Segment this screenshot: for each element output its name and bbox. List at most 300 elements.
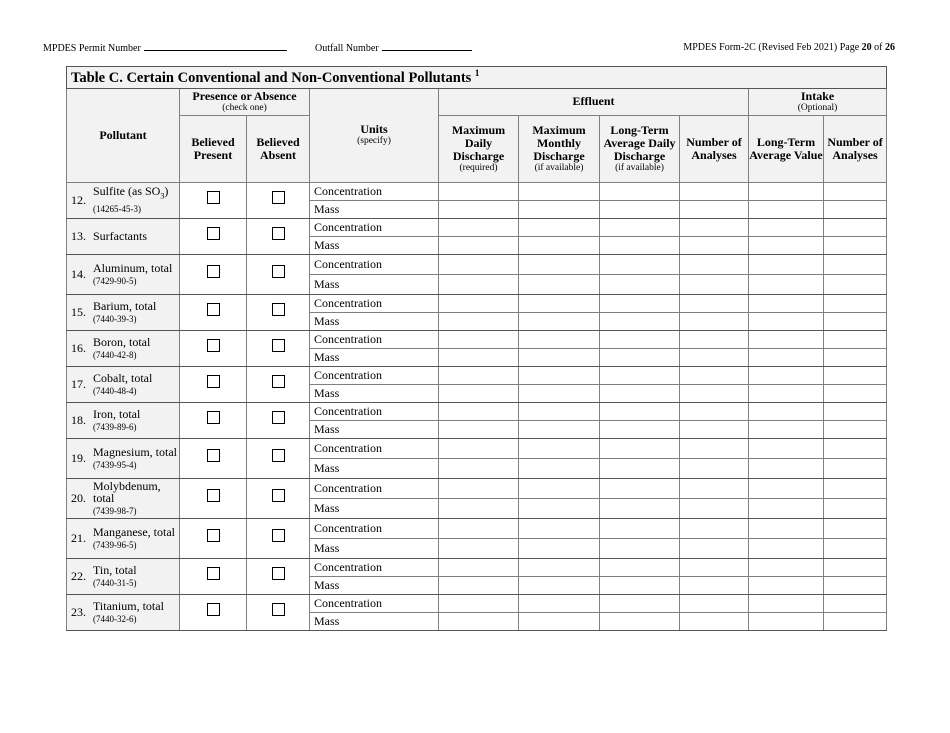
pollutant-number: 18. [71,412,86,427]
intake-long-term-conc-input[interactable] [749,594,824,612]
col-intake: Intake (Optional) [749,88,887,115]
long-term-mass-input[interactable] [600,458,680,478]
intake-num-analyses-mass-input[interactable] [824,200,887,218]
table-row [67,594,887,612]
long-term-mass-input[interactable] [600,576,680,594]
believed-present-checkbox[interactable] [207,227,220,240]
intake-num-analyses-conc-input[interactable] [824,218,887,236]
intake-num-analyses-conc-input[interactable] [824,182,887,200]
max-daily-mass-input[interactable] [439,458,519,478]
pollutant-cas: (7439-89-6) [93,421,137,432]
believed-absent-cell [247,182,310,218]
max-monthly-mass-input[interactable] [519,384,600,402]
num-analyses-conc-input[interactable] [680,366,749,384]
believed-present-checkbox[interactable] [207,411,220,424]
believed-present-cell [180,218,247,254]
max-daily-mass-input[interactable] [439,200,519,218]
long-term-mass-input[interactable] [600,420,680,438]
pollutant-number: 23. [71,604,86,619]
max-monthly-mass-input[interactable] [519,576,600,594]
intake-num-analyses-mass-input[interactable] [824,348,887,366]
unit-concentration: Concentration [310,594,439,612]
table-row [67,558,887,576]
num-analyses-mass-input[interactable] [680,200,749,218]
pollutant-cas: (14265-45-3) [93,204,141,215]
pollutant-number: 15. [71,304,86,319]
num-analyses-mass-input[interactable] [680,384,749,402]
max-monthly-mass-input[interactable] [519,274,600,294]
believed-absent-checkbox[interactable] [272,339,285,352]
unit-mass: Mass [310,200,439,218]
intake-num-analyses-conc-input[interactable] [824,294,887,312]
table-row [67,182,887,200]
believed-absent-checkbox[interactable] [272,489,285,502]
max-daily-conc-input[interactable] [439,254,519,274]
unit-concentration: Concentration [310,366,439,384]
believed-absent-checkbox[interactable] [272,227,285,240]
long-term-conc-input[interactable] [600,330,680,348]
intake-num-analyses-mass-input[interactable] [824,274,887,294]
col-believed-present: Believed Present [180,115,247,182]
intake-long-term-mass-input[interactable] [749,312,824,330]
pollutant-cas: (7440-42-8) [93,349,137,360]
intake-long-term-mass-input[interactable] [749,384,824,402]
long-term-conc-input[interactable] [600,438,680,458]
pollutant-cell [67,218,180,254]
believed-absent-checkbox[interactable] [272,191,285,204]
col-max-monthly: Maximum Monthly Discharge (if available) [519,115,600,182]
pollutant-number: 22. [71,568,86,583]
unit-mass: Mass [310,420,439,438]
pollutant-cas: (7439-96-5) [93,539,137,550]
max-daily-mass-input[interactable] [439,576,519,594]
max-daily-mass-input[interactable] [439,420,519,438]
unit-concentration: Concentration [310,558,439,576]
num-analyses-mass-input[interactable] [680,420,749,438]
believed-present-checkbox[interactable] [207,449,220,462]
pollutant-cell [67,330,180,366]
long-term-mass-input[interactable] [600,274,680,294]
long-term-conc-input[interactable] [600,402,680,420]
intake-long-term-conc-input[interactable] [749,366,824,384]
believed-absent-checkbox[interactable] [272,529,285,542]
unit-concentration: Concentration [310,294,439,312]
unit-concentration: Concentration [310,518,439,538]
believed-present-checkbox[interactable] [207,265,220,278]
pollutant-cell [67,402,180,438]
pollutants-table [66,66,887,631]
table-row [67,330,887,348]
max-monthly-conc-input[interactable] [519,182,600,200]
believed-absent-cell [247,294,310,330]
outfall-number-line[interactable] [382,42,472,51]
long-term-mass-input[interactable] [600,348,680,366]
believed-absent-cell [247,330,310,366]
long-term-mass-input[interactable] [600,384,680,402]
unit-mass: Mass [310,576,439,594]
unit-concentration: Concentration [310,182,439,200]
num-analyses-conc-input[interactable] [680,518,749,538]
col-intake-long-term: Long-Term Average Value [749,115,824,182]
max-monthly-conc-input[interactable] [519,330,600,348]
max-daily-mass-input[interactable] [439,384,519,402]
believed-present-cell [180,294,247,330]
unit-mass: Mass [310,312,439,330]
table-row [67,294,887,312]
pollutant-cas: (7439-98-7) [93,505,137,516]
believed-present-cell [180,254,247,294]
table-row [67,402,887,420]
long-term-conc-input[interactable] [600,518,680,538]
num-analyses-conc-input[interactable] [680,218,749,236]
max-monthly-conc-input[interactable] [519,218,600,236]
col-presence: Presence or Absence (check one) [180,88,310,115]
intake-num-analyses-conc-input[interactable] [824,558,887,576]
unit-mass: Mass [310,498,439,518]
pollutant-cell [67,182,180,218]
intake-long-term-mass-input[interactable] [749,348,824,366]
believed-present-cell [180,478,247,518]
max-daily-mass-input[interactable] [439,498,519,518]
permit-number-line[interactable] [144,42,287,51]
title-footnote: 1 [474,68,480,78]
max-monthly-mass-input[interactable] [519,420,600,438]
believed-absent-cell [247,438,310,478]
intake-long-term-conc-input[interactable] [749,402,824,420]
max-daily-mass-input[interactable] [439,236,519,254]
num-analyses-mass-input[interactable] [680,538,749,558]
num-analyses-mass-input[interactable] [680,236,749,254]
long-term-conc-input[interactable] [600,558,680,576]
intake-num-analyses-mass-input[interactable] [824,538,887,558]
intake-long-term-conc-input[interactable] [749,558,824,576]
num-analyses-conc-input[interactable] [680,438,749,458]
believed-absent-checkbox[interactable] [272,567,285,580]
table-row [67,438,887,458]
believed-present-cell [180,438,247,478]
long-term-conc-input[interactable] [600,366,680,384]
max-monthly-conc-input[interactable] [519,478,600,498]
pollutant-cell [67,366,180,402]
pollutant-cell [67,254,180,294]
max-daily-conc-input[interactable] [439,438,519,458]
max-daily-conc-input[interactable] [439,366,519,384]
intake-num-analyses-conc-input[interactable] [824,330,887,348]
believed-absent-checkbox[interactable] [272,449,285,462]
max-monthly-mass-input[interactable] [519,538,600,558]
max-daily-conc-input[interactable] [439,594,519,612]
pollutant-cell [67,478,180,518]
believed-present-checkbox[interactable] [207,375,220,388]
table-row [67,518,887,538]
pollutant-cell [67,438,180,478]
long-term-mass-input[interactable] [600,498,680,518]
form-page-info [683,42,895,53]
unit-concentration: Concentration [310,478,439,498]
table-row [67,218,887,236]
intake-long-term-conc-input[interactable] [749,254,824,274]
max-daily-mass-input[interactable] [439,312,519,330]
max-monthly-conc-input[interactable] [519,594,600,612]
pollutant-cas: (7440-32-6) [93,613,137,624]
num-analyses-conc-input[interactable] [680,294,749,312]
max-daily-conc-input[interactable] [439,218,519,236]
pollutant-number: 21. [71,530,86,545]
believed-present-checkbox[interactable] [207,303,220,316]
max-monthly-conc-input[interactable] [519,294,600,312]
unit-mass: Mass [310,348,439,366]
intake-long-term-conc-input[interactable] [749,478,824,498]
page-total: 26 [885,42,895,53]
intake-num-analyses-mass-input[interactable] [824,420,887,438]
long-term-mass-input[interactable] [600,312,680,330]
long-term-conc-input[interactable] [600,478,680,498]
num-analyses-conc-input[interactable] [680,478,749,498]
pollutant-cell [67,594,180,630]
believed-absent-cell [247,478,310,518]
intake-long-term-conc-input[interactable] [749,330,824,348]
believed-present-cell [180,594,247,630]
believed-absent-cell [247,558,310,594]
max-daily-conc-input[interactable] [439,518,519,538]
pollutant-name: Manganese, total (7439-96-5) [93,525,175,550]
max-daily-mass-input[interactable] [439,348,519,366]
believed-absent-checkbox[interactable] [272,303,285,316]
pollutant-cell [67,294,180,330]
intake-num-analyses-mass-input[interactable] [824,384,887,402]
intake-num-analyses-mass-input[interactable] [824,236,887,254]
long-term-mass-input[interactable] [600,538,680,558]
max-daily-conc-input[interactable] [439,478,519,498]
pollutant-cas: (7439-95-4) [93,459,137,470]
pollutant-number: 19. [71,450,86,465]
col-max-daily: Maximum Daily Discharge (required) [439,115,519,182]
long-term-conc-input[interactable] [600,218,680,236]
long-term-mass-input[interactable] [600,236,680,254]
pollutant-name: Surfactants [93,229,147,244]
page-number: 20 [861,42,872,53]
max-daily-conc-input[interactable] [439,558,519,576]
intake-num-analyses-conc-input[interactable] [824,438,887,458]
intake-num-analyses-conc-input[interactable] [824,254,887,274]
intake-long-term-conc-input[interactable] [749,182,824,200]
believed-present-checkbox[interactable] [207,489,220,502]
max-monthly-mass-input[interactable] [519,312,600,330]
unit-mass: Mass [310,538,439,558]
table-row [67,366,887,384]
believed-absent-checkbox[interactable] [272,603,285,616]
believed-present-cell [180,330,247,366]
num-analyses-mass-input[interactable] [680,312,749,330]
pollutant-cas: (7429-90-5) [93,275,137,286]
max-monthly-conc-input[interactable] [519,254,600,274]
num-analyses-conc-input[interactable] [680,402,749,420]
believed-present-checkbox[interactable] [207,191,220,204]
col-long-term: Long-Term Average Daily Discharge (if available) [600,115,680,182]
max-monthly-mass-input[interactable] [519,200,600,218]
max-monthly-conc-input[interactable] [519,402,600,420]
pollutant-number: 17. [71,376,86,391]
max-monthly-conc-input[interactable] [519,518,600,538]
intake-num-analyses-mass-input[interactable] [824,612,887,630]
pollutant-name: Titanium, total (7440-32-6) [93,599,164,624]
intake-num-analyses-mass-input[interactable] [824,312,887,330]
long-term-conc-input[interactable] [600,594,680,612]
intake-num-analyses-conc-input[interactable] [824,402,887,420]
num-analyses-conc-input[interactable] [680,182,749,200]
pollutant-cas: (7440-39-3) [93,313,137,324]
intake-long-term-mass-input[interactable] [749,538,824,558]
intake-long-term-conc-input[interactable] [749,518,824,538]
intake-num-analyses-conc-input[interactable] [824,478,887,498]
col-intake-num-analyses: Number of Analyses [824,115,887,182]
pollutant-number: 13. [71,228,86,243]
outfall-number-field[interactable] [315,42,472,54]
long-term-mass-input[interactable] [600,200,680,218]
unit-mass: Mass [310,612,439,630]
believed-present-cell [180,518,247,558]
pollutants-table-body [67,182,887,630]
pollutant-name: Cobalt, total (7440-48-4) [93,371,153,396]
max-daily-mass-input[interactable] [439,612,519,630]
max-monthly-conc-input[interactable] [519,366,600,384]
intake-num-analyses-mass-input[interactable] [824,498,887,518]
intake-long-term-conc-input[interactable] [749,294,824,312]
num-analyses-conc-input[interactable] [680,254,749,274]
intake-long-term-mass-input[interactable] [749,200,824,218]
believed-absent-checkbox[interactable] [272,411,285,424]
num-analyses-mass-input[interactable] [680,348,749,366]
intake-long-term-mass-input[interactable] [749,420,824,438]
intake-long-term-mass-input[interactable] [749,274,824,294]
num-analyses-conc-input[interactable] [680,558,749,576]
believed-absent-cell [247,366,310,402]
believed-present-cell [180,402,247,438]
max-monthly-mass-input[interactable] [519,348,600,366]
pollutant-name: Tin, total (7440-31-5) [93,563,137,588]
pollutant-name: Barium, total (7440-39-3) [93,299,157,324]
believed-absent-cell [247,518,310,558]
believed-present-cell [180,558,247,594]
intake-long-term-mass-input[interactable] [749,612,824,630]
pollutant-name: Iron, total (7439-89-6) [93,407,141,432]
believed-absent-checkbox[interactable] [272,265,285,278]
long-term-conc-input[interactable] [600,294,680,312]
num-analyses-conc-input[interactable] [680,330,749,348]
unit-concentration: Concentration [310,330,439,348]
form-label: MPDES Form-2C (Revised Feb 2021) Page [683,42,860,53]
table-row [67,478,887,498]
intake-num-analyses-mass-input[interactable] [824,458,887,478]
pollutant-name: Molybdenum, total (7439-98-7) [93,480,177,517]
pollutant-cell [67,518,180,558]
intake-long-term-mass-input[interactable] [749,458,824,478]
num-analyses-conc-input[interactable] [680,594,749,612]
believed-absent-checkbox[interactable] [272,375,285,388]
pollutant-name: Magnesium, total (7439-95-4) [93,445,177,470]
believed-absent-cell [247,594,310,630]
unit-mass: Mass [310,274,439,294]
believed-absent-cell [247,254,310,294]
num-analyses-mass-input[interactable] [680,498,749,518]
num-analyses-mass-input[interactable] [680,274,749,294]
max-daily-conc-input[interactable] [439,294,519,312]
max-daily-conc-input[interactable] [439,182,519,200]
col-num-analyses: Number of Analyses [680,115,749,182]
max-daily-mass-input[interactable] [439,538,519,558]
pollutant-name: Sulfite (as $SO_3$) (14265-45-3) [93,184,169,215]
col-effluent: Effluent [439,88,749,115]
col-believed-absent: Believed Absent [247,115,310,182]
believed-absent-cell [247,402,310,438]
col-units: Units (specify) [310,88,439,182]
pollutant-number: 12. [71,192,86,207]
max-daily-mass-input[interactable] [439,274,519,294]
unit-concentration: Concentration [310,254,439,274]
unit-mass: Mass [310,458,439,478]
believed-present-checkbox[interactable] [207,339,220,352]
intake-num-analyses-mass-input[interactable] [824,576,887,594]
intake-num-analyses-conc-input[interactable] [824,518,887,538]
intake-num-analyses-conc-input[interactable] [824,594,887,612]
unit-concentration: Concentration [310,218,439,236]
permit-number-field[interactable] [43,42,287,54]
believed-absent-cell [247,218,310,254]
unit-mass: Mass [310,384,439,402]
long-term-mass-input[interactable] [600,612,680,630]
max-monthly-conc-input[interactable] [519,438,600,458]
believed-present-cell [180,366,247,402]
pollutant-number: 16. [71,340,86,355]
table-title: Table C. Certain Conventional and Non-Conventional Pollutants $^1$ [67,67,887,89]
max-monthly-mass-input[interactable] [519,236,600,254]
num-analyses-mass-input[interactable] [680,576,749,594]
pollutant-name: Aluminum, total (7429-90-5) [93,261,173,286]
max-monthly-mass-input[interactable] [519,612,600,630]
unit-concentration: Concentration [310,438,439,458]
max-daily-conc-input[interactable] [439,402,519,420]
believed-present-checkbox[interactable] [207,529,220,542]
intake-long-term-conc-input[interactable] [749,218,824,236]
intake-long-term-mass-input[interactable] [749,236,824,254]
intake-num-analyses-conc-input[interactable] [824,366,887,384]
long-term-conc-input[interactable] [600,254,680,274]
believed-present-cell [180,182,247,218]
outfall-number-label: Outfall Number [315,43,379,54]
max-daily-conc-input[interactable] [439,330,519,348]
believed-present-checkbox[interactable] [207,603,220,616]
max-monthly-conc-input[interactable] [519,558,600,576]
intake-long-term-conc-input[interactable] [749,438,824,458]
page-of: of [874,42,883,53]
believed-present-checkbox[interactable] [207,567,220,580]
unit-mass: Mass [310,236,439,254]
intake-long-term-mass-input[interactable] [749,498,824,518]
pollutant-number: 20. [71,490,86,505]
pollutant-cas: (7440-48-4) [93,385,137,396]
max-monthly-mass-input[interactable] [519,498,600,518]
num-analyses-mass-input[interactable] [680,458,749,478]
unit-concentration: Concentration [310,402,439,420]
intake-long-term-mass-input[interactable] [749,576,824,594]
pollutant-name: Boron, total (7440-42-8) [93,335,151,360]
col-pollutant: Pollutant [67,88,180,182]
pollutant-number: 14. [71,266,86,281]
max-monthly-mass-input[interactable] [519,458,600,478]
num-analyses-mass-input[interactable] [680,612,749,630]
long-term-conc-input[interactable] [600,182,680,200]
table-row [67,254,887,274]
